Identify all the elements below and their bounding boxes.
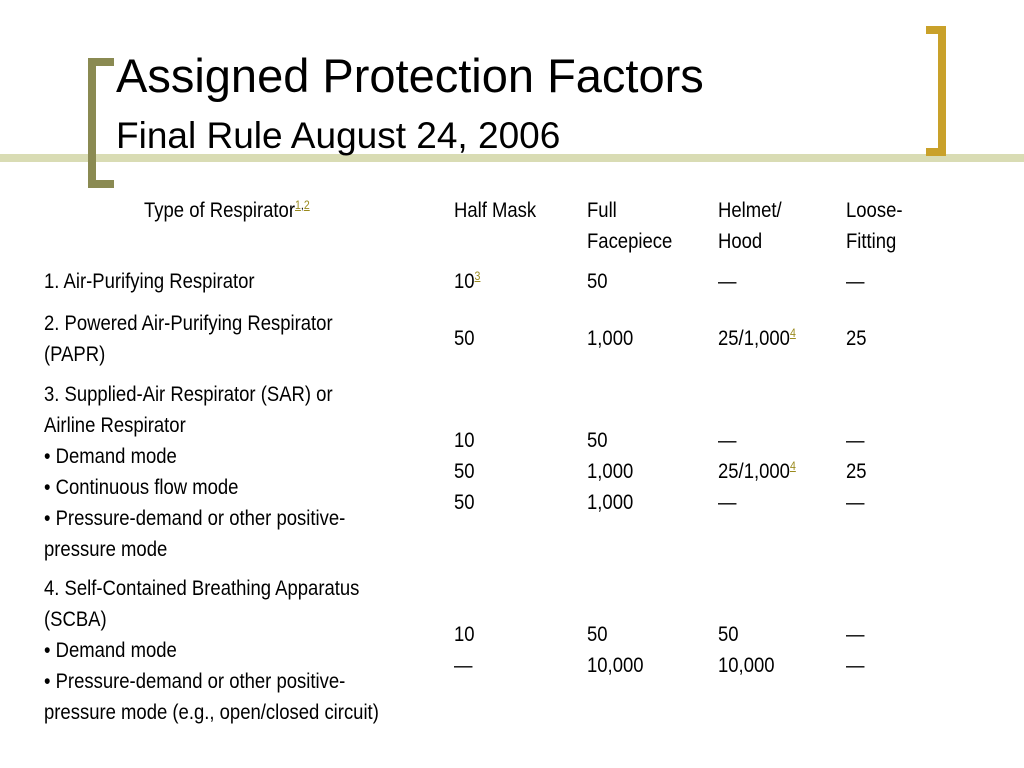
header-type-label: Type of Respirator bbox=[144, 199, 296, 222]
row1-half-value: 10 bbox=[454, 270, 475, 293]
row3-full-value: 50 bbox=[587, 429, 608, 452]
footnote-link-2[interactable]: 2 bbox=[303, 198, 310, 212]
row4-half-value: — bbox=[454, 654, 473, 677]
row3-helmet-value bbox=[718, 456, 796, 487]
row1-half-mask bbox=[454, 266, 480, 297]
row3-label bbox=[44, 379, 345, 565]
row2-label-line: (PAPR) bbox=[44, 343, 106, 366]
row3-loose-value: — bbox=[846, 491, 865, 514]
header-helmet-line: Hood bbox=[718, 230, 763, 253]
row3-half-value: 50 bbox=[454, 460, 475, 483]
row1-loose-fitting: — bbox=[846, 270, 865, 293]
row3-label-line: Airline Respirator bbox=[44, 414, 186, 437]
row1-full-facepiece: 50 bbox=[587, 270, 608, 293]
row3-full-value: 1,000 bbox=[587, 460, 634, 483]
row2-full-facepiece: 1,000 bbox=[587, 327, 634, 350]
row3-full-facepiece bbox=[587, 425, 633, 518]
row4-half-value: 10 bbox=[454, 623, 475, 646]
left-bracket-decoration bbox=[88, 58, 114, 188]
row3-helmet-value: — bbox=[718, 491, 737, 514]
row3-label-line: pressure mode bbox=[44, 538, 168, 561]
header-loose-fitting bbox=[846, 195, 903, 257]
footnote-link-4[interactable]: 4 bbox=[789, 459, 796, 473]
row3-label-line: • Continuous flow mode bbox=[44, 476, 239, 499]
row3-loose-value: 25 bbox=[846, 460, 867, 483]
row4-label bbox=[44, 573, 379, 728]
row4-loose-value: — bbox=[846, 623, 865, 646]
row3-half-mask bbox=[454, 425, 475, 518]
row3-helmet-text: 25/1,000 bbox=[718, 460, 790, 483]
row4-helmet-hood bbox=[718, 619, 775, 681]
row4-full-value: 10,000 bbox=[587, 654, 644, 677]
header-type bbox=[144, 195, 310, 226]
row3-label-line: • Demand mode bbox=[44, 445, 177, 468]
row4-loose-value: — bbox=[846, 654, 865, 677]
row4-full-facepiece bbox=[587, 619, 644, 681]
row2-label bbox=[44, 308, 333, 370]
row4-label-line: (SCBA) bbox=[44, 608, 107, 631]
left-bracket-bar bbox=[88, 58, 96, 188]
row4-helmet-value: 10,000 bbox=[718, 654, 775, 677]
footnote-link-1[interactable]: 1 bbox=[295, 198, 301, 212]
header-full-line: Full bbox=[587, 199, 617, 222]
row3-full-value: 1,000 bbox=[587, 491, 634, 514]
row1-helmet-hood: — bbox=[718, 270, 737, 293]
header-full-line: Facepiece bbox=[587, 230, 673, 253]
footnote-link-3[interactable]: 3 bbox=[474, 269, 481, 283]
header-half-mask: Half Mask bbox=[454, 199, 537, 222]
left-bracket-top bbox=[88, 58, 114, 66]
page-title: Assigned Protection Factors bbox=[116, 49, 704, 102]
header-loose-line: Fitting bbox=[846, 230, 897, 253]
row2-helmet-hood bbox=[718, 323, 796, 354]
row3-half-value: 50 bbox=[454, 491, 475, 514]
row3-loose-value: — bbox=[846, 429, 865, 452]
row3-helmet-hood bbox=[718, 425, 796, 518]
row4-label-line: pressure mode (e.g., open/closed circuit) bbox=[44, 701, 379, 724]
row2-half-mask: 50 bbox=[454, 327, 475, 350]
header-loose-line: Loose- bbox=[846, 199, 903, 222]
right-bracket-bottom bbox=[926, 148, 946, 156]
right-bracket-top bbox=[926, 26, 946, 34]
row4-half-mask bbox=[454, 619, 475, 681]
row2-helmet-value: 25/1,000 bbox=[718, 327, 790, 350]
row4-label-line: 4. Self-Contained Breathing Apparatus bbox=[44, 577, 360, 600]
right-bracket-decoration bbox=[926, 26, 946, 156]
row3-helmet-value: — bbox=[718, 429, 737, 452]
row2-label-line: 2. Powered Air-Purifying Respirator bbox=[44, 312, 333, 335]
page-subtitle: Final Rule August 24, 2006 bbox=[116, 115, 561, 156]
row3-label-line: • Pressure-demand or other positive- bbox=[44, 507, 346, 530]
right-bracket-bar bbox=[938, 26, 946, 156]
header-full-facepiece bbox=[587, 195, 672, 257]
row4-full-value: 50 bbox=[587, 623, 608, 646]
footnote-separator: , bbox=[300, 198, 304, 212]
row3-label-line: 3. Supplied-Air Respirator (SAR) or bbox=[44, 383, 333, 406]
row2-loose-fitting: 25 bbox=[846, 327, 867, 350]
left-bracket-bottom bbox=[88, 180, 114, 188]
row1-label: 1. Air-Purifying Respirator bbox=[44, 270, 255, 293]
row4-label-line: • Pressure-demand or other positive- bbox=[44, 670, 346, 693]
row3-loose-fitting bbox=[846, 425, 867, 518]
row3-half-value: 10 bbox=[454, 429, 475, 452]
row4-label-line: • Demand mode bbox=[44, 639, 177, 662]
footnote-link-4[interactable]: 4 bbox=[789, 326, 796, 340]
row4-helmet-value: 50 bbox=[718, 623, 739, 646]
row4-loose-fitting bbox=[846, 619, 864, 681]
header-helmet-line: Helmet/ bbox=[718, 199, 782, 222]
header-helmet-hood bbox=[718, 195, 782, 257]
